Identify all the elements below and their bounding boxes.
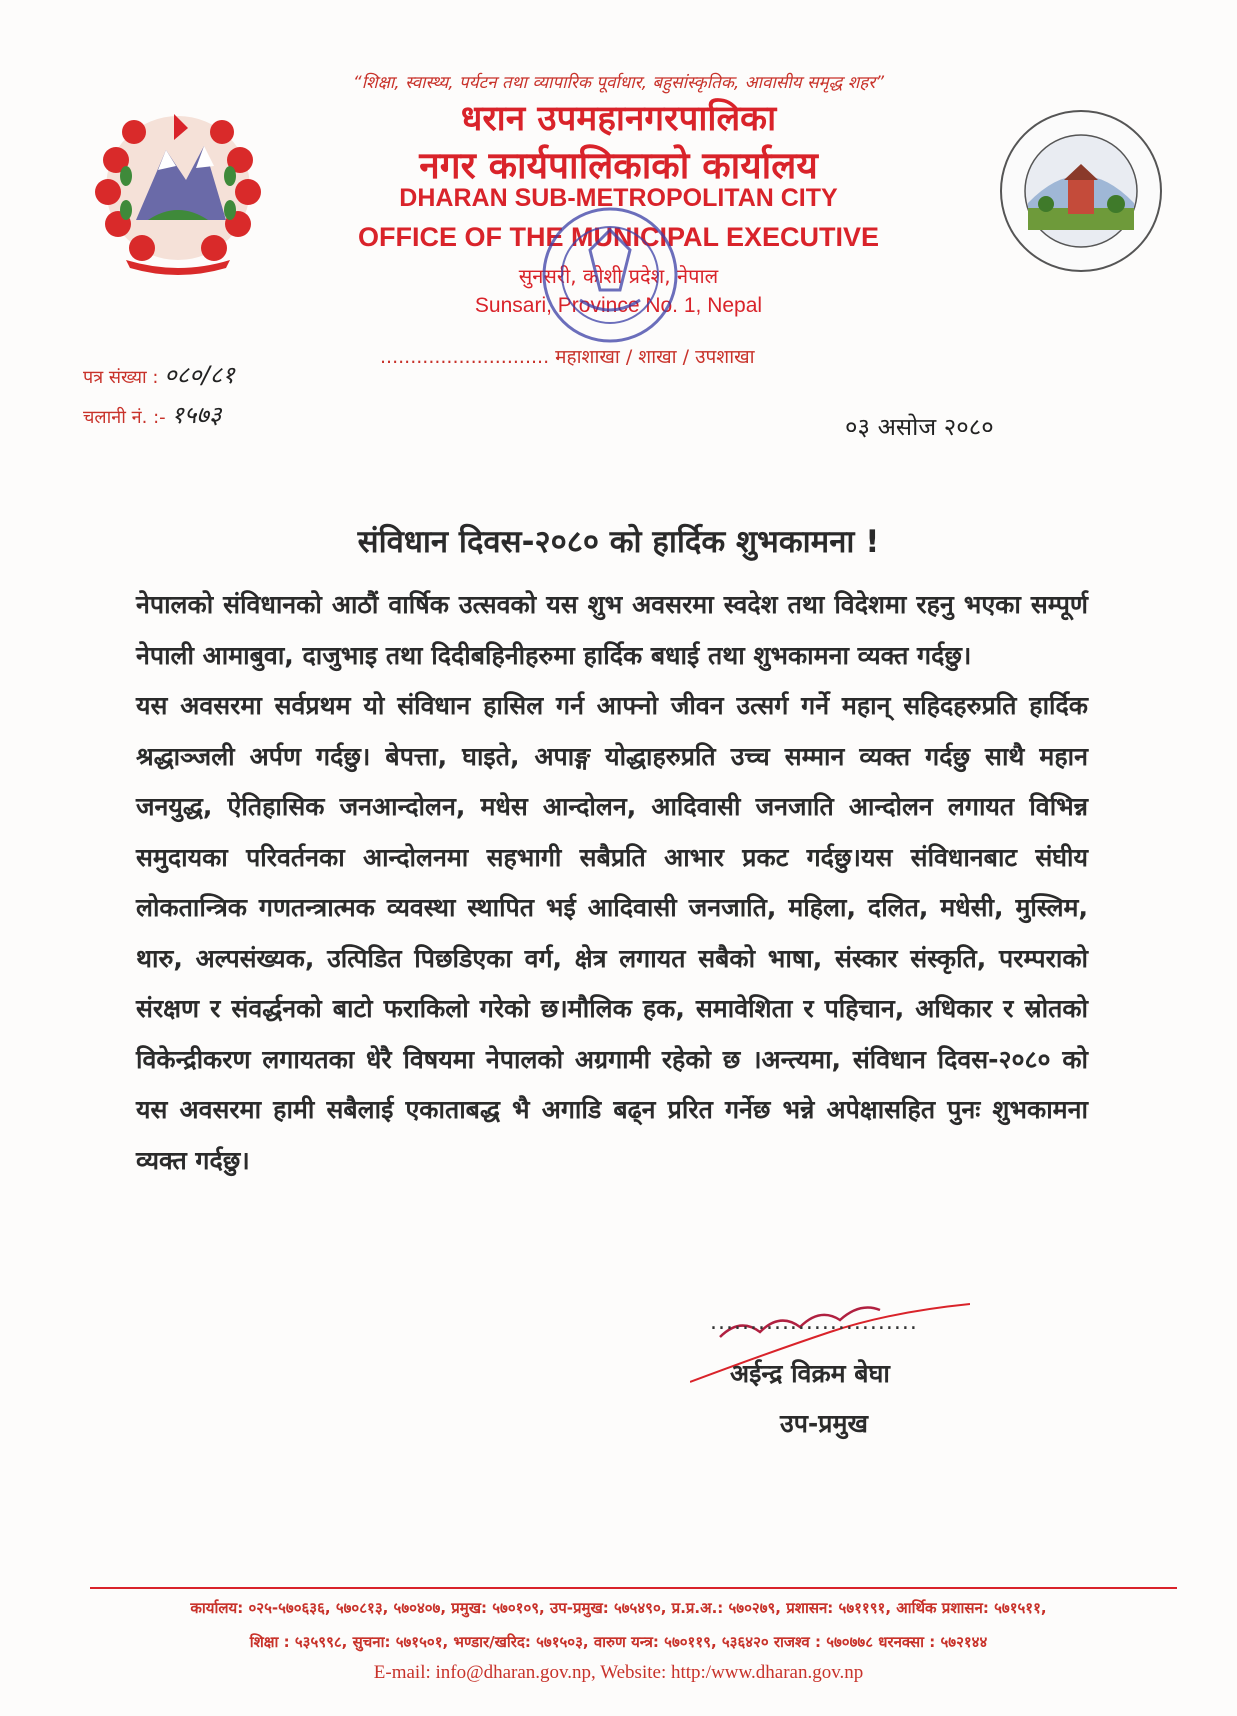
dispatch-number-row [83,398,221,431]
footer-divider [90,1587,1177,1589]
dispatch-number-value: १५७३ [171,401,222,429]
signature-line: .......................... [710,1310,918,1335]
footer-phones-1: कार्यालय: ०२५-५७०६३६, ५७०८१३, ५७०४०७, प्रमुख: ५७०१०९, उप-प्रमुख: ५७५४९०, प्र.प्र.अ.: ५७०२७९, प्रशासन: ५७११९१, आर्थिक प्रशासन: ५७१५११, [190,1599,1047,1617]
office-stamp-icon [520,190,700,360]
letter-number-label: पत्र संख्या : [83,367,159,388]
signatory-name: अईन्द्र विक्रम बेघा [730,1359,890,1388]
letter-paragraph-2: यस अवसरमा सर्वप्रथम यो संविधान हासिल गर्न आफ्नो जीवन उत्सर्ग गर्ने महान् सहिदहरुप्रति हार्दिक श्रद्धाञ्जली अर्पण गर्दछु। बेपत्ता, घाइते, अपाङ्ग योद्धाहरुप्रति उच्च सम्मान व्यक्त गर्दछु साथै महान जनयुद्ध, ऐतिहासिक जनआन्दोलन, मधेस आन्दोलन, आदिवासी जनजाति आन्दोलन लगायत विभिन्न समुदायका परिवर्तनका आन्दोलनमा सहभागी सबैप्रति आभार प्रकट गर्दछु।यस संविधानबाट संघीय लोकतान्त्रिक गणतन्त्रात्मक व्यवस्था स्थापित भई आदिवासी जनजाति, महिला, दलित, मधेसी, मुस्लिम, थारु, अल्पसंख्यक, उत्पिडित पिछडिएका वर्ग, क्षेत्र लगायत सबैको भाषा, संस्कार संस्कृति, परम्पराको संरक्षण र संवर्द्धनको बाटो फराकिलो गरेको छ।मौलिक हक, समावेशिता र पहिचान, अधिकार र स्रोतको विकेन्द्रीकरण लगायतका धेरै विषयमा नेपालको अग्रगामी रहेको छ ।अन्त्यमा, संविधान दिवस-२०८० को यस अवसरमा हामी सबैलाई एकाताबद्ध भै अगाडि बढ्न प्ररित गर्नेछ भन्ने अपेक्षासहित पुनः शुभकामना व्यक्त गर्दछु। [136,691,1088,1175]
municipality-motto: “शिक्षा, स्वास्थ्य, पर्यटन तथा व्यापारिक पूर्वाधार, बहुसांस्कृतिक, आवासीय समृद्ध शहर” [352,73,885,93]
signatory-designation: उप-प्रमुख [780,1409,868,1438]
letter-heading: संविधान दिवस-२०८० को हार्दिक शुभकामना ! [357,524,880,560]
department-line: ............................ महाशाखा / शाखा / उपशाखा [380,346,755,368]
municipality-name-np: धरान उपमहानगरपालिका [460,99,777,139]
municipality-name-en: DHARAN SUB-METROPOLITAN CITY [399,184,838,212]
footer-phones-2: शिक्षा : ५३५९९८, सुचना: ५७१५०१, भण्डार/खरिद: ५७१५०३, वारुण यन्त्र: ५७०११९, ५३६४२० राजश्व : ५७०७७८ धरनक्सा : ५७२१४४ [249,1633,988,1651]
letter-number-row [83,358,235,391]
letter-date: ०३ असोज २०८० [845,413,994,441]
letter-body [136,580,1088,1186]
letter-paragraph-1: नेपालको संविधानको आठौं वार्षिक उत्सवको यस शुभ अवसरमा स्वदेश तथा विदेशमा रहनु भएका सम्पूर्ण नेपाली आमाबुवा, दाजुभाइ तथा दिदीबहिनीहरुमा हार्दिक बधाई तथा शुभकामना व्यक्त गर्दछु। [136,590,1088,670]
office-name-en: OFFICE OF THE MUNICIPAL EXECUTIVE [357,222,880,252]
dispatch-number-label: चलानी नं. :- [83,407,166,428]
letter-number-value: ०८०/८१ [164,361,235,389]
address-en: Sunsari, Province No. 1, Nepal [474,294,763,317]
office-name-np: नगर कार्यपालिकाको कार्यालय [419,144,818,187]
address-np: सुनसरी, कोशी प्रदेश, नेपाल [518,264,719,288]
footer-contact[interactable]: E-mail: info@dharan.gov.np, Website: http:/www.dharan.gov.np [373,1662,864,1683]
